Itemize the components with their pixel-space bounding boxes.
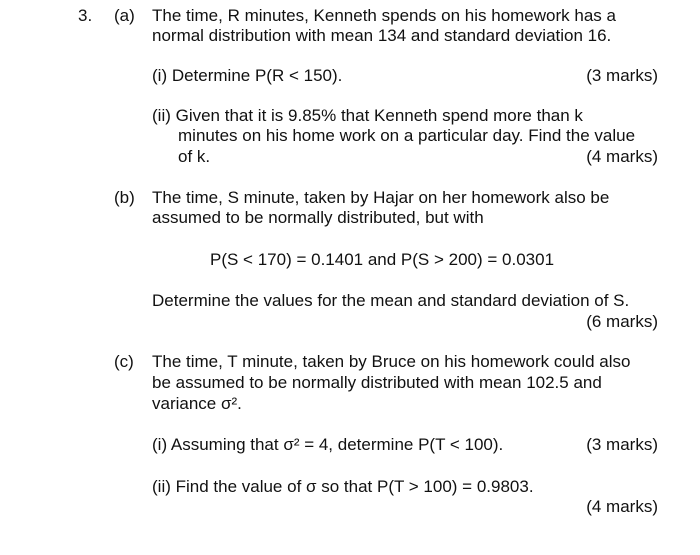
part-a-intro-line2: normal distribution with mean 134 and standard deviation 16. [152,26,612,45]
part-c-line3: variance σ². [152,394,242,413]
part-a-label: (a) [114,6,135,25]
part-a-ii-line1: (ii) Given that it is 9.85% that Kenneth spend more than k [152,106,583,125]
part-b-marks: (6 marks) [586,312,658,331]
part-a-i-marks: (3 marks) [586,66,658,85]
part-a-intro-line1: The time, R minutes, Kenneth spends on his homework has a [152,6,616,25]
part-c-i-text: (i) Assuming that σ² = 4, determine P(T < 100). [152,435,504,454]
part-c-line2: be assumed to be normally distributed with mean 102.5 and [152,373,602,392]
part-b-line1: The time, S minute, taken by Hajar on her homework also be [152,188,610,207]
question-number: 3. [78,6,93,25]
part-a-i-text: (i) Determine P(R < 150). [152,66,343,85]
part-a-ii-line3: of k. [178,147,211,166]
part-b-determine: Determine the values for the mean and standard deviation of S. [152,291,630,310]
part-b-equation: P(S < 170) = 0.1401 and P(S > 200) = 0.0301 [210,250,555,269]
part-c-ii-marks: (4 marks) [586,497,658,516]
part-b-line2: assumed to be normally distributed, but with [152,208,484,227]
part-c-ii-text: (ii) Find the value of σ so that P(T > 100) = 0.9803. [152,477,534,496]
part-a-ii-line2: minutes on his home work on a particular day. Find the value [178,126,636,145]
part-c-label: (c) [114,352,134,371]
part-c-line1: The time, T minute, taken by Bruce on his homework could also [152,352,631,371]
part-c-i-marks: (3 marks) [586,435,658,454]
part-a-ii-marks: (4 marks) [586,147,658,166]
part-b-label: (b) [114,188,135,207]
